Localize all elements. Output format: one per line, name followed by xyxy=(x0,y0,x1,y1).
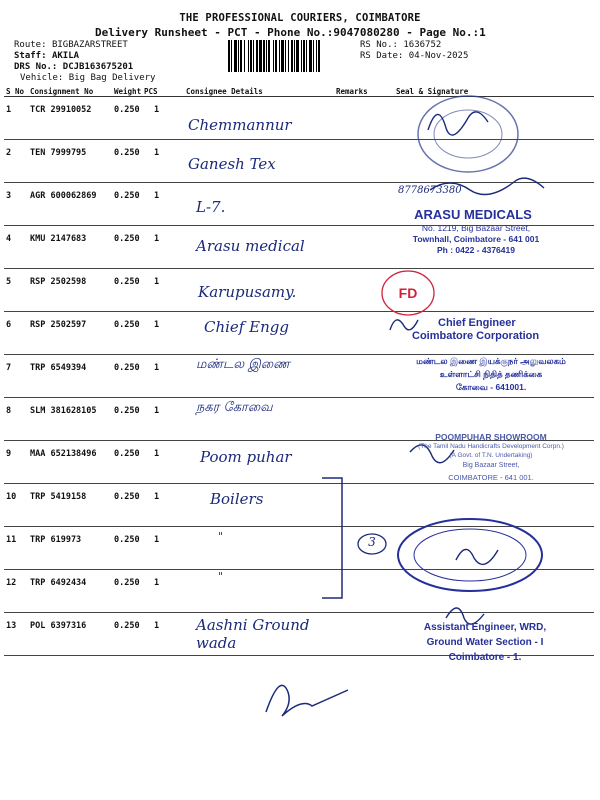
tamil-stamp-line3: கோவை - 641001. xyxy=(455,382,527,392)
chief-stamp-line2: Coimbatore Corporation xyxy=(412,330,540,342)
col-consignee: Consignee Details xyxy=(184,86,334,97)
arasu-stamp-phone: Ph : 0422 - 4376419 xyxy=(437,245,515,255)
sno-cell: 4 xyxy=(4,226,28,269)
pcs-cell: 1 xyxy=(142,527,184,570)
sno-cell: 12 xyxy=(4,570,28,613)
consignee-hand-6: Chief Engg xyxy=(204,318,289,336)
weight-cell: 0.250 xyxy=(112,570,142,613)
poompuhar-stamp-line4: Big Bazaar Street, xyxy=(462,462,520,469)
weight-cell: 0.250 xyxy=(112,398,142,441)
col-consignment: Consignment No xyxy=(28,86,112,97)
staff-label: Staff: xyxy=(14,51,47,61)
fd-annotation: FD xyxy=(398,285,418,301)
pcs-cell: 1 xyxy=(142,226,184,269)
consignment-cell: TRP 6492434 xyxy=(28,570,112,613)
poompuhar-stamp-line5: COIMBATORE - 641 001. xyxy=(448,473,534,482)
sno-cell: 7 xyxy=(4,355,28,398)
consignee-hand-4: Arasu medical xyxy=(196,237,305,255)
chief-stamp-line1: Chief Engineer xyxy=(438,317,516,329)
signature-row12 xyxy=(456,549,498,564)
signature-row6 xyxy=(390,320,418,330)
tamil-stamp-line1: மண்டல இணை இயக்குநர் அலுவலகம் xyxy=(416,356,566,366)
sno-cell: 11 xyxy=(4,527,28,570)
pcs-cell: 1 xyxy=(142,613,184,656)
pcs-cell: 1 xyxy=(142,441,184,484)
sno-cell: 10 xyxy=(4,484,28,527)
drs-label: DRS No.: xyxy=(14,62,58,72)
drs-value: DCJB163675201 xyxy=(62,62,134,72)
wrd-stamp-line3: Coimbatore - 1. xyxy=(448,652,522,663)
poompuhar-stamp-line1: POOMPUHAR SHOWROOM xyxy=(435,432,547,442)
wrd-stamp-line2: Ground Water Section - I xyxy=(426,637,544,648)
consignment-cell: TRP 6549394 xyxy=(28,355,112,398)
sno-cell: 1 xyxy=(4,97,28,140)
rs-no-label: RS No.: xyxy=(360,40,398,50)
sno-cell: 2 xyxy=(4,140,28,183)
consignee-hand-5: Karupusamy. xyxy=(198,283,297,301)
phone-note: 8778673380 xyxy=(398,185,462,196)
tamil-stamp-line2: உள்ளாட்சி நிதித் தணிக்கை xyxy=(439,369,543,379)
poompuhar-stamp-line2: (The Tamil Nadu Handicrafts Development Corpn.) xyxy=(418,443,564,450)
wrd-stamp-line1: Assistant Engineer, WRD, xyxy=(423,622,547,633)
pcs-cell: 1 xyxy=(142,398,184,441)
consignee-hand-7: மண்டல இணை xyxy=(196,357,290,372)
consignment-cell: TEN 7999795 xyxy=(28,140,112,183)
pcs-cell: 1 xyxy=(142,183,184,226)
staff-value: AKILA xyxy=(51,51,80,61)
weight-cell: 0.250 xyxy=(112,613,142,656)
pcs-cell: 1 xyxy=(142,355,184,398)
consignment-cell: MAA 652138496 xyxy=(28,441,112,484)
col-sno: S No xyxy=(4,86,28,97)
weight-cell: 0.250 xyxy=(112,269,142,312)
weight-cell: 0.250 xyxy=(112,441,142,484)
sno-cell: 6 xyxy=(4,312,28,355)
col-remarks: Remarks xyxy=(334,86,394,97)
runsheet-subtitle: Delivery Runsheet - PCT - Phone No.:9047080280 - Page No.:1 xyxy=(95,26,486,39)
col-weight: Weight xyxy=(114,86,142,96)
consignment-cell: RSP 2502597 xyxy=(28,312,112,355)
weight-cell: 0.250 xyxy=(112,355,142,398)
consignee-hand-1: Chemmannur xyxy=(188,116,292,134)
consignment-cell: POL 6397316 xyxy=(28,613,112,656)
arasu-stamp-line2: Townhall, Coimbatore - 641 001 xyxy=(412,234,540,244)
arasu-stamp-name: ARASU MEDICALS xyxy=(414,207,532,222)
bracket-rows-10-12 xyxy=(322,478,342,598)
sno-cell: 9 xyxy=(4,441,28,484)
pcs-cell: 1 xyxy=(142,140,184,183)
sno-cell: 5 xyxy=(4,269,28,312)
consignee-hand-12: " xyxy=(218,570,224,583)
consignee-hand-13: Aashni Ground wada xyxy=(196,616,310,652)
arasu-stamp-line1: No. 1219, Big Bazaar Street, xyxy=(421,223,531,233)
seal-circle-row1 xyxy=(418,96,518,172)
sno-cell: 8 xyxy=(4,398,28,441)
pcs-cell: 1 xyxy=(142,312,184,355)
consignment-cell: AGR 600062869 xyxy=(28,183,112,226)
circle-3-label: 3 xyxy=(368,535,376,549)
seal-circle-row12 xyxy=(398,519,542,591)
consignee-hand-2: Ganesh Tex xyxy=(188,155,276,173)
consignment-cell: TRP 5419158 xyxy=(28,484,112,527)
pcs-cell: 1 xyxy=(142,97,184,140)
weight-cell: 0.250 xyxy=(112,183,142,226)
consignment-cell: RSP 2502598 xyxy=(28,269,112,312)
rs-no-value: 1636752 xyxy=(403,40,442,50)
consignee-hand-3: L-7. xyxy=(196,198,226,216)
pcs-cell: 1 xyxy=(142,484,184,527)
consignment-cell: KMU 2147683 xyxy=(28,226,112,269)
col-pcs: PCS xyxy=(142,86,184,97)
sno-cell: 13 xyxy=(4,613,28,656)
weight-cell: 0.250 xyxy=(112,484,142,527)
weight-cell: 0.250 xyxy=(112,226,142,269)
consignee-hand-8: நகர கோவை xyxy=(196,400,273,415)
weight-cell: 0.250 xyxy=(112,527,142,570)
rs-date-label: RS Date: xyxy=(360,51,404,61)
vehicle-value: Big Bag Delivery xyxy=(68,73,156,83)
sno-cell: 3 xyxy=(4,183,28,226)
consignment-cell: TRP 619973 xyxy=(28,527,112,570)
weight-cell: 0.250 xyxy=(112,97,142,140)
pcs-cell: 1 xyxy=(142,269,184,312)
poompuhar-stamp-line3: (A Govt. of T.N. Undertaking) xyxy=(449,452,533,459)
consignee-hand-10: Boilers xyxy=(210,490,264,508)
consignment-cell: SLM 381628105 xyxy=(28,398,112,441)
pcs-cell: 1 xyxy=(142,570,184,613)
route-label: Route: xyxy=(14,40,47,50)
weight-cell: 0.250 xyxy=(112,312,142,355)
company-title: THE PROFESSIONAL COURIERS, COIMBATORE xyxy=(179,12,421,24)
consignment-cell: TCR 29910052 xyxy=(28,97,112,140)
rs-date-value: 04-Nov-2025 xyxy=(408,51,469,61)
col-seal: Seal & Signature xyxy=(394,86,594,97)
vehicle-label: Vehicle: xyxy=(20,73,64,83)
route-value: BIGBAZARSTREET xyxy=(51,40,128,50)
footer-signature xyxy=(266,685,348,716)
consignee-hand-9: Poom puhar xyxy=(200,448,292,466)
seal-circle-inner-row12 xyxy=(414,529,526,581)
weight-cell: 0.250 xyxy=(112,140,142,183)
consignee-hand-11: " xyxy=(218,530,224,543)
